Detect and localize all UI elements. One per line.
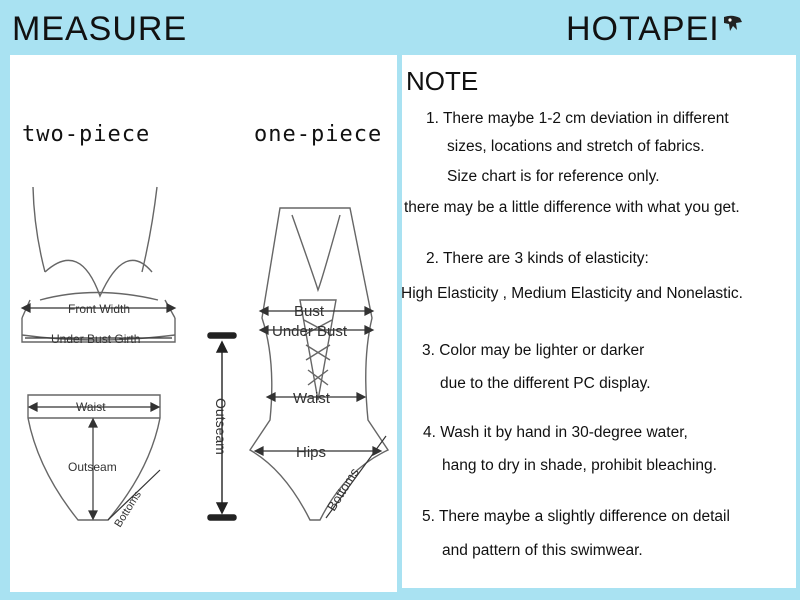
note-line-9: 4. Wash it by hand in 30-degree water, xyxy=(423,424,688,441)
waist-label: Waist xyxy=(76,400,106,414)
measure-title: MEASURE xyxy=(12,10,188,48)
note-line-11: 5. There maybe a slightly difference on detail xyxy=(422,508,730,525)
note-line-8: due to the different PC display. xyxy=(440,375,651,392)
under-bust-label: Under Bust xyxy=(272,323,348,340)
note-title: NOTE xyxy=(406,66,479,96)
brand-name: HOTAPEI xyxy=(566,10,720,48)
bottoms-label: Bottoms xyxy=(112,489,144,530)
front-width-label: Front Width xyxy=(68,302,131,316)
bikini-top-illustration xyxy=(22,187,175,342)
note-line-3: Size chart is for reference only. xyxy=(447,168,660,185)
outseam-label: Outseam xyxy=(68,460,117,474)
one-piece-label: one-piece xyxy=(254,122,383,147)
one-piece-bottoms-label: Bottoms xyxy=(323,465,362,514)
note-line-5: 2. There are 3 kinds of elasticity: xyxy=(426,250,649,267)
outseam-vertical-label: Outseam xyxy=(213,398,229,455)
note-line-6: High Elasticity , Medium Elasticity and Nonelastic. xyxy=(401,285,743,302)
note-line-10: hang to dry in shade, prohibit bleaching. xyxy=(442,457,717,474)
note-line-7: 3. Color may be lighter or darker xyxy=(422,342,645,359)
note-line-2: sizes, locations and stretch of fabrics. xyxy=(447,138,705,155)
note-line-1: 1. There maybe 1-2 cm deviation in different xyxy=(426,110,729,127)
bust-label: Bust xyxy=(294,303,325,320)
note-line-4: there may be a little difference with what you get. xyxy=(404,199,740,216)
one-piece-illustration xyxy=(250,208,388,520)
two-piece-label: two-piece xyxy=(22,122,151,147)
note-line-12: and pattern of this swimwear. xyxy=(442,542,643,559)
under-bust-girth-label: Under Bust Girth xyxy=(51,332,141,346)
brand-logo-icon xyxy=(722,14,744,34)
one-piece-waist-label: Waist xyxy=(293,390,330,407)
hips-label: Hips xyxy=(296,444,327,461)
